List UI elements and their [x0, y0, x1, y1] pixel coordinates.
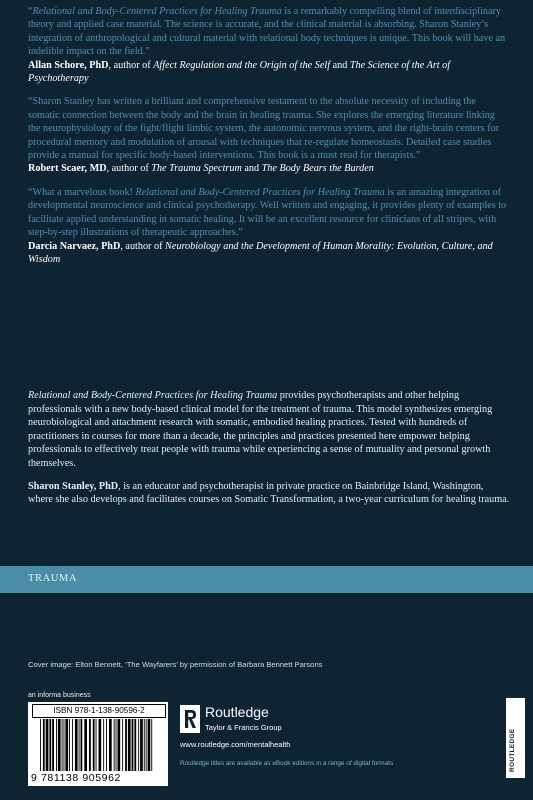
endorsement-attribution: Darcia Narvaez, PhD, author of Neurobiology and the Development of Human Morality: Evolution, Culture, and Wisdom [28, 240, 493, 265]
book-title: Relational and Body-Centered Practices for Healing Trauma [28, 390, 278, 401]
informa-label: an informa business [28, 692, 91, 699]
cover-image-credit: Cover image: Elton Bennett, ‘The Wayfarers’ by permission of Barbara Bennett Parsons [28, 660, 323, 669]
publisher-group: Taylor & Francis Group [205, 723, 282, 732]
barcode-number: 9 781138 905962 [31, 772, 121, 784]
barcode-icon [38, 719, 158, 771]
endorsement [28, 95, 508, 175]
publisher-url[interactable]: www.routledge.com/mentalhealth [180, 740, 291, 749]
author-name: Sharon Stanley, PhD [28, 480, 119, 492]
routledge-logo-icon [180, 705, 200, 733]
isbn-label: ISBN 978-1-138-90596-2 [32, 704, 166, 718]
endorsement-quote: “Sharon Stanley has written a brilliant and comprehensive testament to the absolute necessity of including the somatic connection between the body and the brain in healing trauma. She explores the emerging literature linking the neurophysiology of the fight/flight limbic system, the autonomic nervous system, and the right-brain centers for procedural memory and modulation of arousal with techniques that re-regulate homeostasis. Detailed case studies provide a manual for specific body-based interventions. This book is a must read for therapists.” [28, 96, 500, 162]
category-band [0, 566, 533, 593]
endorser-name: Darcia Narvaez, PhD [28, 240, 121, 252]
publisher-tag-label: ROUTLEDGE [509, 728, 516, 772]
publisher-name: Routledge [205, 704, 269, 720]
endorsement [28, 186, 508, 266]
endorsement-quote: “What a marvelous book! Relational and Body-Centered Practices for Healing Trauma is an amazing integration of developmental neuroscience and clinical psychotherapy. Well written and engaging, it provides plenty of examples to facilitate applied understanding in somatic healing. It will be an excellent resource for clinicians of all stripes, with step-by-step illustrations of therapeutic approaches.” [28, 186, 507, 239]
endorsement-quote: “Relational and Body-Centered Practices for Healing Trauma is a remarkably compelling blend of interdisciplinary theory and applied case material. The science is accurate, and the clinical material is absorbing. Sharon Stanley’s integration of anthropological and cultural material with relational body techniques is unique. This book will have an indelible impact on the field.” [28, 6, 506, 58]
endorsements [28, 5, 508, 276]
endorsement-attribution: Allan Schore, PhD, author of Affect Regulation and the Origin of the Self and The Science of the Art of Psychotherapy [28, 59, 451, 85]
endorsement [28, 5, 508, 85]
category-label: TRAUMA [28, 573, 78, 584]
publisher-spine-tag [506, 698, 525, 778]
endorser-name: Robert Scaer, MD [28, 163, 107, 175]
endorsement-attribution: Robert Scaer, MD, author of The Trauma Spectrum and The Body Bears the Burden [28, 163, 374, 175]
ebook-note: Routledge titles are available as eBook editions in a range of digital formats [180, 760, 394, 767]
endorser-name: Allan Schore, PhD [28, 59, 109, 71]
author-bio: Sharon Stanley, PhD, is an educator and psychotherapist in private practice on Bainbridge Island, Washington, where she also develops and facilitates courses on Somatic Transformation, a two-year curriculum for healing trauma. [28, 480, 510, 506]
book-description [28, 389, 510, 516]
description-paragraph: Relational and Body-Centered Practices for Healing Trauma provides psychotherapists and other helping professionals with a new body-based clinical model for the treatment of trauma. This model synthesizes emerging neurobiological and attachment research with somatic, embodied healing practices. Tested with hundreds of practitioners in courses for more than a decade, the principles and practices presented here empower helping professionals to effectively treat people with trauma while experiencing a sense of mutuality and personal growth themselves. [28, 390, 493, 469]
barcode-box [28, 702, 168, 786]
